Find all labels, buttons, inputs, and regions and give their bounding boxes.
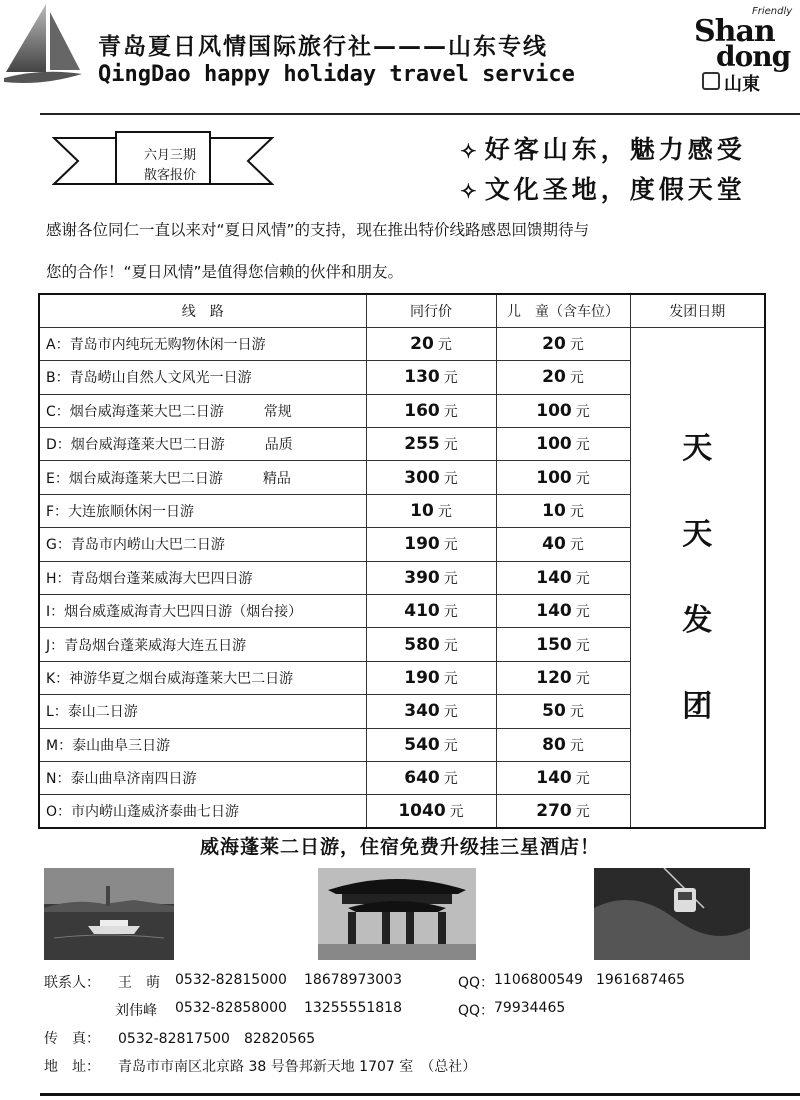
- person2-name: 刘伟峰: [115, 1003, 157, 1019]
- child-price-unit: 元: [569, 704, 584, 721]
- price-value: 1040: [398, 801, 446, 822]
- slogan-1: [460, 130, 746, 166]
- route-cell: [39, 361, 366, 394]
- price-cell: [366, 494, 496, 527]
- person1-qq1: 1106800549: [494, 972, 584, 988]
- route-cell: [39, 561, 366, 594]
- price-unit: 元: [443, 771, 458, 788]
- person1-tel: 0532-82815000: [175, 972, 287, 988]
- price-cell: [366, 461, 496, 494]
- table-row: [39, 327, 765, 360]
- child-price-value: 140: [536, 768, 572, 789]
- child-price-cell: [496, 327, 630, 360]
- brand-shandong-cn: 山東: [724, 74, 760, 95]
- child-price-unit: 元: [575, 637, 590, 654]
- brand-friendly: Friendly: [752, 6, 793, 17]
- route-cell: [39, 761, 366, 794]
- child-price-value: 100: [536, 434, 572, 455]
- price-value: 300: [404, 467, 440, 488]
- price-unit: 元: [449, 804, 464, 821]
- header-divider: [40, 113, 800, 115]
- price-value: 20: [410, 334, 434, 355]
- child-price-value: 150: [536, 634, 572, 655]
- daily-char: 发: [682, 602, 713, 638]
- child-price-unit: 元: [569, 504, 584, 521]
- child-price-cell: [496, 661, 630, 694]
- route-tag: 常规: [263, 403, 292, 420]
- route-name: A：青岛市内纯玩无购物休闲一日游: [46, 337, 266, 354]
- price-cell: [366, 728, 496, 761]
- child-price-unit: 元: [569, 337, 584, 354]
- route-cell: [39, 661, 366, 694]
- route-tag: 精品: [262, 470, 291, 487]
- child-price-value: 120: [536, 667, 572, 688]
- route-cell: [39, 494, 366, 527]
- price-cell: [366, 361, 496, 394]
- brand-dong: dong: [716, 40, 791, 73]
- child-price-unit: 元: [575, 771, 590, 788]
- price-cell: [366, 595, 496, 628]
- child-price-value: 20: [542, 334, 566, 355]
- child-price-value: 10: [542, 501, 566, 522]
- route-cell: [39, 728, 366, 761]
- qq-label-1: QQ：: [458, 975, 495, 991]
- slogan-2-text: 文化圣地，度假天堂: [484, 175, 746, 204]
- route-name: K：神游华夏之烟台威海蓬莱大巴二日游: [46, 670, 294, 687]
- child-price-cell: [496, 461, 630, 494]
- route-name: L：泰山二日游: [46, 704, 138, 721]
- child-price-unit: 元: [569, 370, 584, 387]
- route-cell: [39, 394, 366, 427]
- route-name: C：烟台威海蓬莱大巴二日游: [46, 403, 224, 420]
- price-value: 410: [404, 601, 440, 622]
- person1-name: 王 萌: [118, 975, 160, 991]
- footer-divider: [40, 1093, 800, 1096]
- child-price-value: 50: [542, 701, 566, 722]
- header-child: 儿 童（含车位）: [496, 294, 630, 327]
- agency-title-en: QingDao happy holiday travel service: [98, 62, 575, 87]
- route-name: G：青岛市内崂山大巴二日游: [46, 537, 225, 554]
- child-price-unit: 元: [575, 470, 590, 487]
- sparkle-icon: ✧: [460, 139, 481, 163]
- price-unit: 元: [443, 637, 458, 654]
- child-price-cell: [496, 761, 630, 794]
- child-price-unit: 元: [575, 437, 590, 454]
- agency-title-cn: 青岛夏日风情国际旅行社———山东专线: [98, 34, 548, 60]
- price-value: 340: [404, 701, 440, 722]
- price-value: 190: [404, 667, 440, 688]
- route-name: H：青岛烟台蓬莱威海大巴四日游: [46, 570, 253, 587]
- ribbon-line2: 散客报价: [143, 168, 196, 183]
- brand-seal-icon: [702, 72, 720, 90]
- route-name: J：青岛烟台蓬莱威海大连五日游: [46, 637, 247, 654]
- price-cell: [366, 428, 496, 461]
- sailboat-logo-icon: [2, 2, 84, 90]
- price-cell: [366, 795, 496, 828]
- child-price-unit: 元: [569, 737, 584, 754]
- person2-qq: 79934465: [494, 1000, 566, 1016]
- child-price-value: 40: [542, 534, 566, 555]
- price-value: 160: [404, 400, 440, 421]
- route-cell: [39, 595, 366, 628]
- price-unit: 元: [443, 704, 458, 721]
- child-price-cell: [496, 628, 630, 661]
- child-price-unit: 元: [575, 570, 590, 587]
- price-unit: 元: [437, 337, 452, 354]
- child-price-value: 140: [536, 601, 572, 622]
- label-address: 地 址：: [44, 1059, 100, 1075]
- price-unit: 元: [443, 470, 458, 487]
- price-value: 390: [404, 567, 440, 588]
- header-route: 线 路: [39, 294, 366, 327]
- child-price-value: 80: [542, 734, 566, 755]
- price-unit: 元: [443, 604, 458, 621]
- price-unit: 元: [437, 504, 452, 521]
- route-cell: [39, 528, 366, 561]
- route-cell: [39, 695, 366, 728]
- ribbon-label: [120, 146, 220, 186]
- header-date: 发团日期: [630, 294, 765, 327]
- person1-qq2: 1961687465: [596, 972, 686, 988]
- price-cell: [366, 695, 496, 728]
- photo-cablecar: [594, 868, 750, 960]
- child-price-cell: [496, 428, 630, 461]
- price-cell: [366, 528, 496, 561]
- price-value: 540: [404, 734, 440, 755]
- route-cell: [39, 428, 366, 461]
- route-name: B：青岛崂山自然人文风光一日游: [46, 370, 252, 387]
- child-price-value: 270: [536, 801, 572, 822]
- child-price-cell: [496, 728, 630, 761]
- route-cell: [39, 327, 366, 360]
- child-price-value: 20: [542, 367, 566, 388]
- price-value: 255: [404, 434, 440, 455]
- child-price-cell: [496, 795, 630, 828]
- child-price-value: 100: [536, 467, 572, 488]
- label-contact: 联系人：: [44, 975, 100, 991]
- photo-gate: [318, 868, 476, 960]
- child-price-cell: [496, 528, 630, 561]
- child-price-value: 140: [536, 567, 572, 588]
- child-price-cell: [496, 494, 630, 527]
- price-cell: [366, 628, 496, 661]
- route-name: N：泰山曲阜济南四日游: [46, 771, 197, 788]
- route-name: I：烟台威蓬威海青大巴四日游（烟台接）: [46, 604, 303, 621]
- intro-line-2: 您的合作！“夏日风情”是值得您信赖的伙伴和朋友。: [46, 263, 404, 281]
- child-price-cell: [496, 394, 630, 427]
- table-header-row: [39, 294, 765, 327]
- route-name: O：市内崂山蓬威济泰曲七日游: [46, 804, 240, 821]
- price-value: 130: [404, 367, 440, 388]
- price-cell: [366, 394, 496, 427]
- promo-banner: 威海蓬莱二日游，住宿免费升级挂三星酒店！: [199, 836, 600, 858]
- child-price-cell: [496, 695, 630, 728]
- brand-shan: Shan: [694, 14, 775, 49]
- daily-departure-cell: [630, 327, 765, 828]
- price-value: 10: [410, 501, 434, 522]
- price-cell: [366, 761, 496, 794]
- person1-mobile: 18678973003: [304, 972, 402, 988]
- slogan-1-text: 好客山东，魅力感受: [484, 135, 746, 164]
- price-cell: [366, 327, 496, 360]
- fax-number: 0532-82817500 82820565: [118, 1031, 316, 1047]
- child-price-cell: [496, 561, 630, 594]
- route-name: M：泰山曲阜三日游: [46, 737, 171, 754]
- route-cell: [39, 461, 366, 494]
- qq-label-2: QQ：: [458, 1003, 495, 1019]
- price-value: 190: [404, 534, 440, 555]
- person2-tel: 0532-82858000: [175, 1000, 287, 1016]
- child-price-unit: 元: [575, 403, 590, 420]
- child-price-unit: 元: [575, 670, 590, 687]
- child-price-value: 100: [536, 400, 572, 421]
- route-tag: 品质: [264, 437, 293, 454]
- daily-char: 天: [682, 430, 713, 466]
- price-unit: 元: [443, 437, 458, 454]
- intro-line-1: 感谢各位同仁一直以来对“夏日风情”的支持，现在推出特价线路感恩回馈期待与: [46, 221, 590, 239]
- child-price-cell: [496, 361, 630, 394]
- child-price-unit: 元: [575, 604, 590, 621]
- child-price-cell: [496, 595, 630, 628]
- price-cell: [366, 661, 496, 694]
- person2-mobile: 13255551818: [304, 1000, 402, 1016]
- price-unit: 元: [443, 403, 458, 420]
- label-fax: 传 真：: [44, 1031, 100, 1047]
- price-unit: 元: [443, 537, 458, 554]
- daily-char: 团: [682, 688, 713, 724]
- header-price: 同行价: [366, 294, 496, 327]
- daily-char: 天: [682, 516, 713, 552]
- route-name: E：烟台威海蓬莱大巴二日游: [46, 470, 223, 487]
- photo-ferry: [44, 868, 174, 960]
- route-cell: [39, 628, 366, 661]
- route-cell: [39, 795, 366, 828]
- ribbon-line1: 六月三期: [143, 148, 196, 163]
- price-value: 640: [404, 768, 440, 789]
- child-price-unit: 元: [575, 804, 590, 821]
- price-value: 580: [404, 634, 440, 655]
- address: 青岛市市南区北京路 38 号鲁邦新天地 1707 室 （总社）: [118, 1059, 477, 1075]
- price-unit: 元: [443, 737, 458, 754]
- price-cell: [366, 561, 496, 594]
- price-unit: 元: [443, 670, 458, 687]
- price-unit: 元: [443, 570, 458, 587]
- route-name: D：烟台威海蓬莱大巴二日游: [46, 437, 225, 454]
- child-price-unit: 元: [569, 537, 584, 554]
- slogan-2: [460, 170, 746, 206]
- price-table: [38, 293, 766, 829]
- price-unit: 元: [443, 370, 458, 387]
- sparkle-icon: ✧: [460, 179, 481, 203]
- route-name: F：大连旅顺休闲一日游: [46, 504, 195, 521]
